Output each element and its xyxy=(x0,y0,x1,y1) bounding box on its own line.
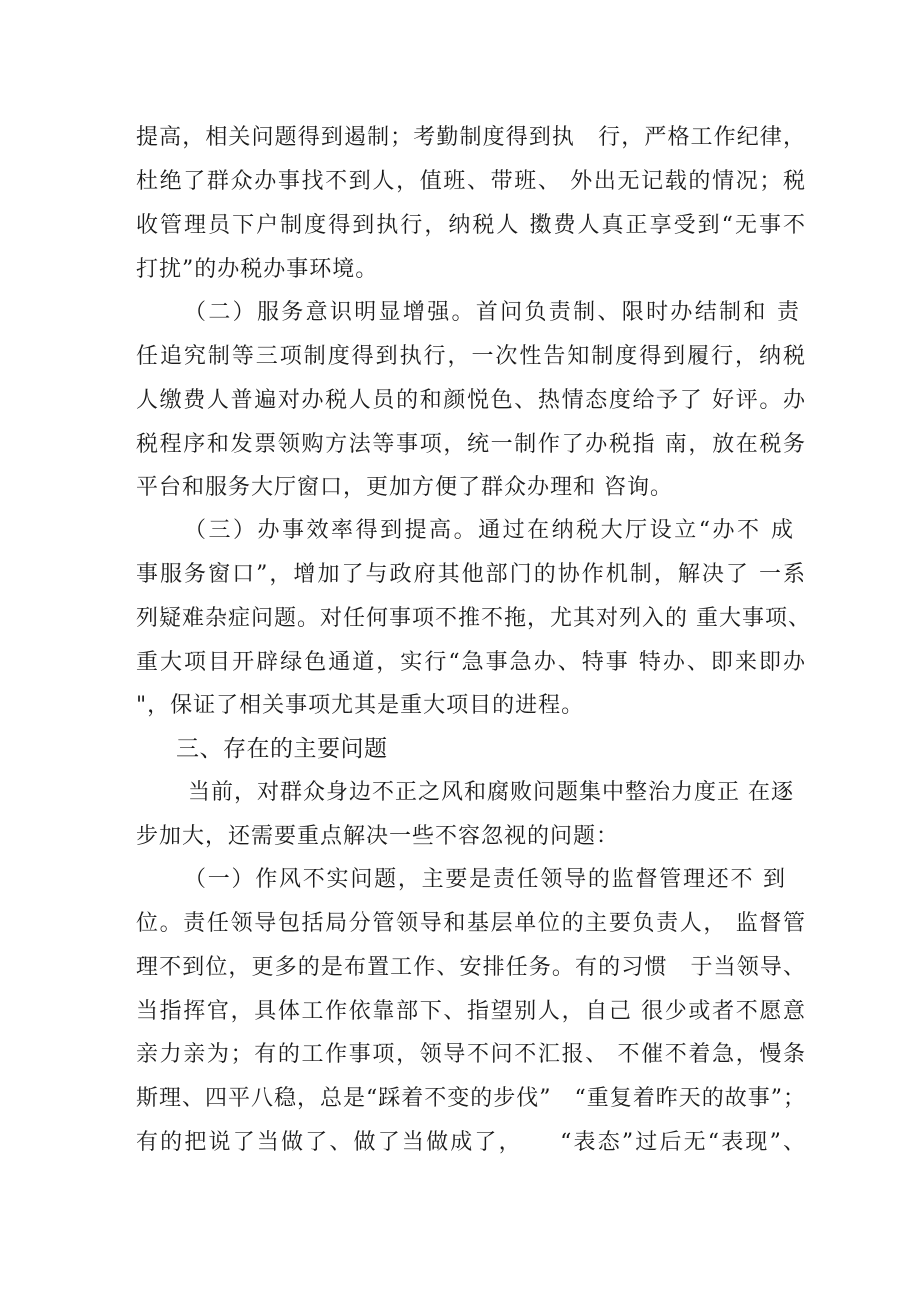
paragraph-line: 位。责任领导包括局分管领导和基层单位的主要负责人， 监督管 xyxy=(136,911,806,936)
paragraph-line: 提高，相关问题得到遏制；考勤制度得到执 行，严格工作纪律， xyxy=(136,125,806,150)
paragraph-line: 事服务窗口”，增加了与政府其他部门的协作机制，解决了 一系 xyxy=(136,562,806,587)
paragraph-line: 当前，对群众身边不正之风和腐败问题集中整治力度正 在逐 xyxy=(188,780,794,805)
paragraph-line: 重大项目开辟绿色通道，实行“急事急办、特事 特办、即来即办 xyxy=(136,650,806,675)
paragraph-line: 步加大，还需要重点解决一些不容忽视的问题： xyxy=(136,824,620,849)
paragraph-line: 税程序和发票领购方法等事项，统一制作了办税指 南，放在税务 xyxy=(136,432,806,457)
paragraph-line: 打扰”的办税办事环境。 xyxy=(136,257,379,282)
paragraph-line: （一）作风不实问题，主要是责任领导的监督管理还不 到 xyxy=(184,867,786,892)
paragraph-line: 人缴费人普遍对办税人员的和颜悦色、热情态度给予了 好评。办 xyxy=(136,388,806,413)
paragraph-line: 杜绝了群众办事找不到人，值班、带班、 外出无记载的情况；税 xyxy=(136,169,806,194)
paragraph-line: 平台和服务大厅窗口，更加方便了群众办理和 咨询。 xyxy=(136,475,673,500)
paragraph-line: 当指挥官，具体工作依靠部下、指望别人，自己 很少或者不愿意 xyxy=(136,999,806,1024)
paragraph-line: 斯理、四平八稳，总是“踩着不变的步伐” “重复着昨天的故事”； xyxy=(136,1086,806,1111)
paragraph-line: 亲力亲为；有的工作事项，领导不问不汇报、 不催不着急，慢条 xyxy=(136,1042,806,1067)
paragraph-line: 列疑难杂症问题。对任何事项不推不拖，尤其对列入的 重大事项、 xyxy=(136,606,811,631)
paragraph-line: "，保证了相关事项尤其是重大项目的进程。 xyxy=(136,693,585,718)
paragraph-line: 理不到位，更多的是布置工作、安排任务。有的习惯 于当领导、 xyxy=(136,955,806,980)
paragraph-line: 有的把说了当做了、做了当做成了， “表态”过后无“表现”、 xyxy=(136,1130,806,1155)
paragraph-line: （二）服务意识明显增强。首问负责制、限时办结制和 责 xyxy=(184,300,800,325)
paragraph-line: 收管理员下户制度得到执行，纳税人 擞费人真正享受到“无事不 xyxy=(136,213,806,238)
paragraph-line: （三）办事效率得到提高。通过在纳税大厅设立“办不 成 xyxy=(184,518,794,543)
section-heading: 三、存在的主要问题 xyxy=(176,736,388,762)
paragraph-line: 任追究制等三项制度得到执行，一次性告知制度得到履行，纳税 xyxy=(136,344,806,369)
